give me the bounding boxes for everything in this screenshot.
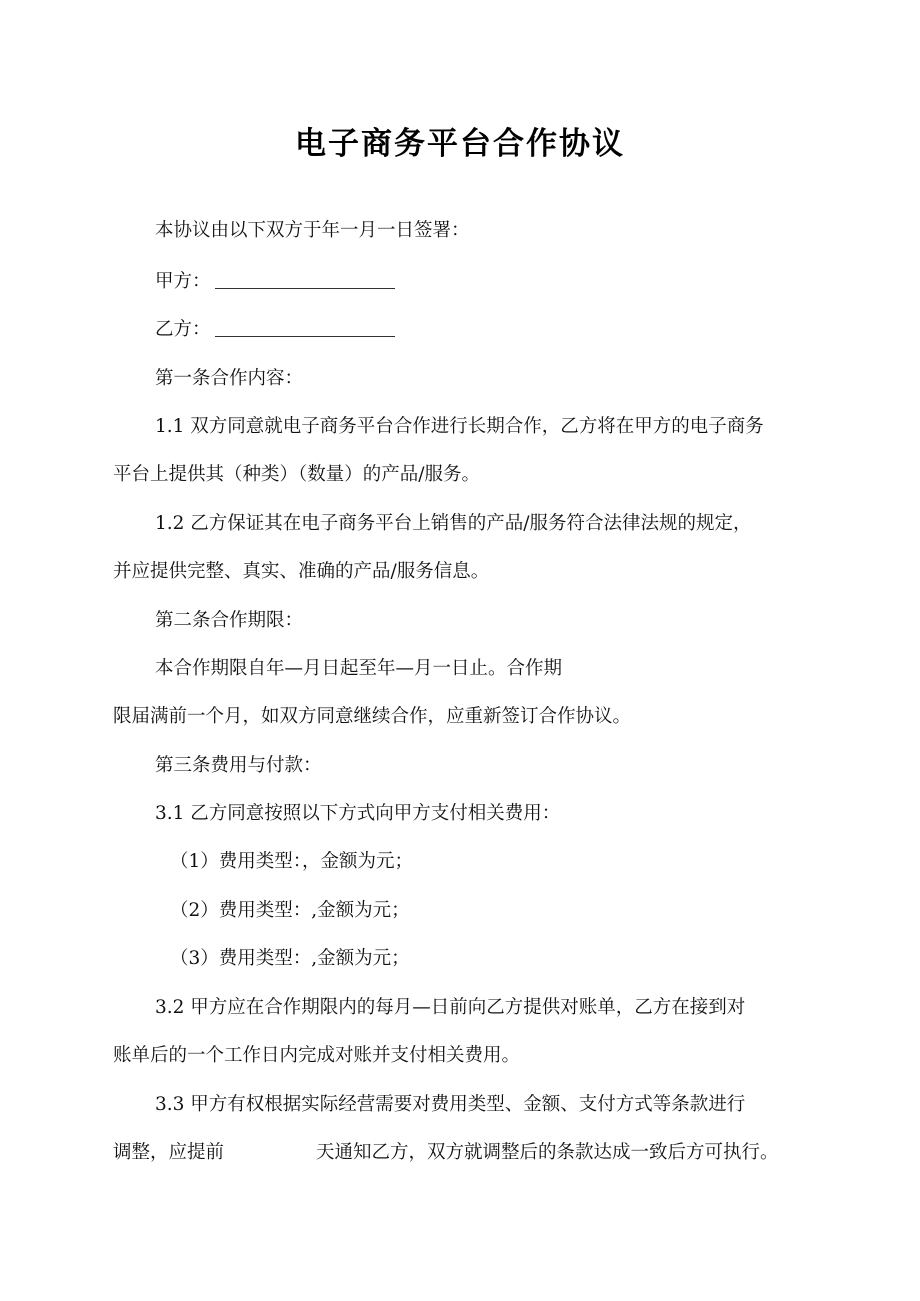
party-b-label: 乙方：	[155, 319, 211, 340]
clause-3-3-line-2-start: 调整，应提前	[113, 1142, 225, 1163]
clause-3-3-line-2-end: 天通知乙方，双方就调整后的条款达成一致后方可执行。	[316, 1142, 779, 1163]
fee-item-2: （2）费用类型：,金额为元；	[170, 900, 410, 921]
section-3-heading: 第三条费用与付款：	[155, 755, 322, 776]
party-a-label: 甲方：	[155, 271, 211, 292]
clause-3-2-line-1: 3.2 甲方应在合作期限内的每月—日前向乙方提供对账单，乙方在接到对	[155, 997, 746, 1018]
term-line-2: 限届满前一个月，如双方同意继续合作，应重新签订合作协议。	[113, 706, 632, 727]
fee-item-3: （3）费用类型：,金额为元；	[170, 948, 410, 969]
clause-1-1-line-2: 平台上提供其（种类）（数量）的产品/服务。	[113, 464, 480, 485]
clause-1-2-line-2: 并应提供完整、真实、准确的产品/服务信息。	[113, 561, 490, 582]
party-b-line	[155, 317, 395, 343]
party-a-line	[155, 269, 395, 295]
clause-3-2-line-2: 账单后的一个工作日内完成对账并支付相关费用。	[113, 1045, 521, 1066]
clause-3-3-line-1: 3.3 甲方有权根据实际经营需要对费用类型、金额、支付方式等条款进行	[155, 1094, 746, 1115]
fee-item-1: （1）费用类型：，金额为元；	[170, 851, 414, 872]
party-b-blank	[215, 318, 395, 337]
document-title: 电子商务平台合作协议	[295, 126, 625, 162]
term-line-1: 本合作期限自年—月日起至年—月一日止。合作期	[155, 658, 563, 679]
intro-line: 本协议由以下双方于年一月一日签署：	[155, 220, 470, 241]
clause-3-3-line-2	[113, 1140, 779, 1166]
party-a-blank	[215, 270, 395, 289]
clause-1-2-line-1: 1.2 乙方保证其在电子商务平台上销售的产品/服务符合法律法规的规定，	[155, 513, 752, 534]
section-1-heading: 第一条合作内容：	[155, 368, 304, 389]
clause-3-1: 3.1 乙方同意按照以下方式向甲方支付相关费用：	[155, 803, 561, 824]
section-2-heading: 第二条合作期限：	[155, 610, 304, 631]
clause-1-1-line-1: 1.1 双方同意就电子商务平台合作进行长期合作，乙方将在甲方的电子商务	[155, 416, 764, 437]
